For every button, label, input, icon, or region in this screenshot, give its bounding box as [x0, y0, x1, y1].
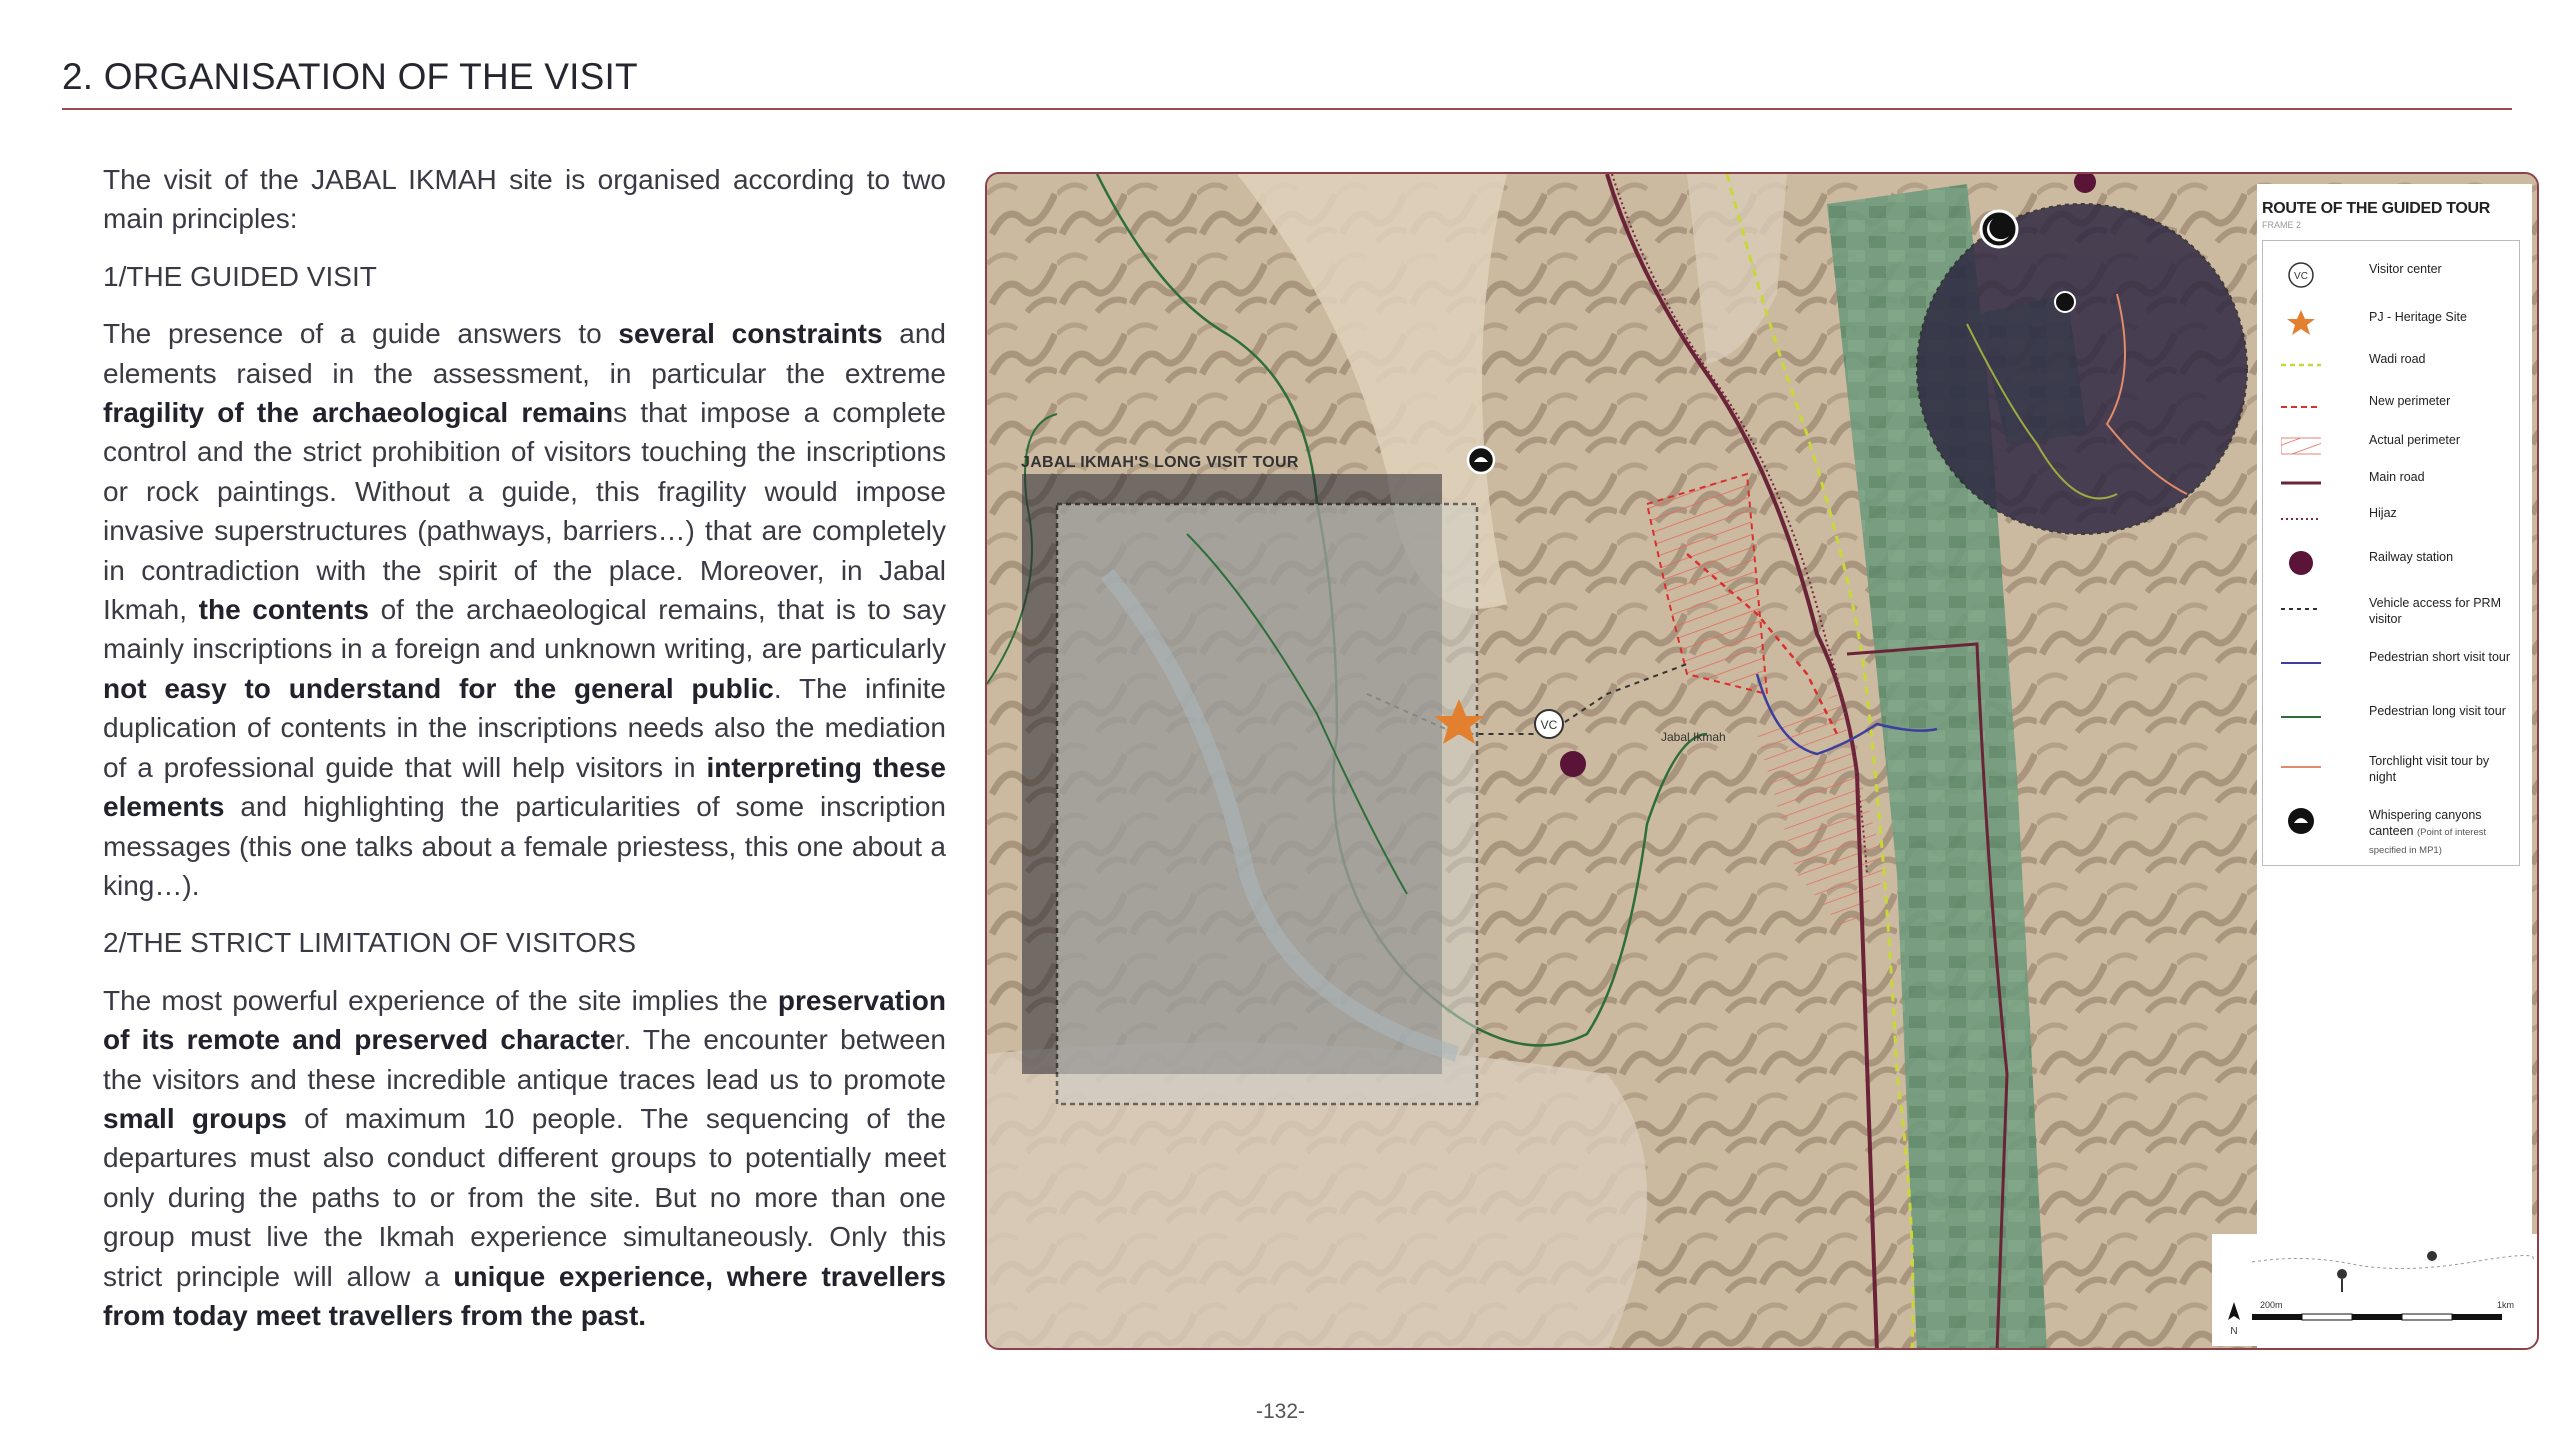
text-run: and highlighting the particularities of some inscription messages (this one talks about a female priestess, this one about a king…).: [103, 791, 946, 901]
dotted-line-icon: [2281, 505, 2321, 533]
text-run: and elements raised in the assessment, in particular the extreme: [103, 318, 946, 389]
scale-graphic: [2212, 1234, 2537, 1346]
scale-label-end: 1km: [2497, 1300, 2515, 1310]
legend-item-vehicle-access: [2263, 589, 2521, 629]
bold-run: several constraints: [618, 318, 883, 350]
moon-icon: [1981, 211, 2017, 247]
legend-item-visitor-center: [2263, 255, 2521, 295]
cyclist-icon: [2427, 1251, 2437, 1261]
bold-run: not easy to understand for the general public: [103, 672, 774, 704]
section-1-title: 1/THE GUIDED VISIT: [103, 260, 377, 292]
legend-label: New perimeter: [2369, 394, 2451, 408]
scale-bar: [2212, 1234, 2537, 1346]
canteen-note: (Point of interest specified in MP1): [2369, 827, 2487, 856]
legend-label: Railway station: [2369, 550, 2454, 564]
section-1-paragraph: [103, 314, 946, 905]
map-legend: [2257, 184, 2532, 1349]
legend-item-hijaz: [2263, 499, 2521, 539]
text-run: The presence of a guide answers to: [103, 318, 619, 350]
line-icon: [2281, 753, 2321, 781]
legend-label: Pedestrian short visit tour: [2369, 650, 2511, 664]
legend-label: Wadi road: [2369, 352, 2426, 366]
bold-run: the contents: [198, 594, 369, 626]
line-icon: [2281, 649, 2321, 677]
section-2-paragraph: [103, 981, 946, 1336]
legend-item-torchlight-tour: [2263, 747, 2521, 787]
legend-label: [2369, 807, 2519, 859]
text-run: r. The encounter between the visitors and these incredible antique traces lead us to promote: [103, 1024, 946, 1095]
legend-items: [2262, 240, 2520, 866]
title-divider: [62, 108, 2512, 110]
dot-icon: [2281, 549, 2321, 577]
legend-item-wadi-road: [2263, 345, 2521, 385]
legend-label: Torchlight visit tour by night: [2369, 754, 2490, 784]
site-label: Jabal Ikmah: [1661, 730, 1726, 744]
north-label: N: [2230, 1326, 2238, 1337]
north-arrow-icon: [2228, 1302, 2240, 1320]
legend-item-actual-perimeter: [2263, 426, 2521, 466]
legend-label: Pedestrian long visit tour: [2369, 704, 2506, 718]
legend-item-railway-station: [2263, 543, 2521, 583]
intro-paragraph: The visit of the JABAL IKMAH site is organised according to two main principles:: [103, 164, 946, 235]
star-icon: [2281, 309, 2321, 337]
text-run: of the archaeological remains, that is to say mainly inscriptions in a foreign and unknown writing, are particularly: [103, 594, 946, 665]
line-icon: [2281, 703, 2321, 731]
legend-item-short-tour: [2263, 643, 2521, 683]
dashed-line-icon: [2281, 595, 2321, 623]
text-run: of maximum 10 people. The sequencing of the departures must also conduct different groups to potentially meet only during the paths to or from the site. But no more than one group must live the Ikmah experience simultaneously. Only this strict principle will allow a: [103, 1102, 946, 1292]
guided-tour-map: [985, 172, 2539, 1350]
legend-label: PJ - Heritage Site: [2369, 310, 2467, 324]
visitor-center-icon: [2281, 261, 2321, 289]
night-tour-inset: [1917, 204, 2247, 534]
text-run: s that impose a complete control and the strict prohibition of visitors touching the inscriptions or rock paintings. Without a guide, this fragility would impose invasive superstructures (pathways, barriers…) that are completely in contradiction with the spirit of the place. Moreover, in Jabal Ikmah,: [103, 397, 946, 626]
legend-item-canteen: [2263, 801, 2521, 861]
legend-item-main-road: [2263, 463, 2521, 503]
canteen-icon-night: [2055, 292, 2075, 312]
page-title: 2. ORGANISATION OF THE VISIT: [62, 56, 638, 97]
inset-label: JABAL IKMAH'S LONG VISIT TOUR: [1021, 454, 1299, 471]
walker-icon: [2337, 1269, 2347, 1279]
canteen-label: Whispering canyons canteen: [2369, 808, 2482, 838]
bold-run: unique experience, where travellers from today meet travellers from the past.: [103, 1260, 946, 1331]
legend-label: Vehicle access for PRM visitor: [2369, 596, 2501, 626]
legend-item-heritage-site: [2263, 303, 2521, 343]
text-run: The most powerful experience of the site implies the: [103, 984, 778, 1016]
text-run: . The infinite duplication of contents in the inscriptions needs also the mediation of a professional guide that will help visitors in: [103, 672, 946, 783]
svg-text:VC: VC: [2294, 271, 2308, 282]
canteen-icon: [2281, 807, 2321, 835]
section-2-title: 2/THE STRICT LIMITATION OF VISITORS: [103, 927, 637, 959]
dashed-line-icon: [2281, 393, 2321, 421]
dashed-line-icon: [2281, 351, 2321, 379]
legend-label: Main road: [2369, 470, 2425, 484]
legend-item-long-tour: [2263, 697, 2521, 737]
bold-run: interpreting these elements: [103, 751, 947, 823]
text-column: [103, 160, 946, 1353]
scale-label-start: 200m: [2260, 1300, 2283, 1310]
legend-subtitle: FRAME 2: [2262, 220, 2302, 230]
page-number: -132-: [1256, 1400, 1306, 1423]
legend-label: Actual perimeter: [2369, 433, 2461, 447]
line-icon: [2281, 469, 2321, 497]
legend-item-new-perimeter: [2263, 387, 2521, 427]
vc-text: VC: [1540, 718, 1558, 732]
hatch-icon: [2281, 432, 2321, 460]
legend-label: Hijaz: [2369, 506, 2397, 520]
bold-run: preservation of its remote and preserved characte: [103, 984, 946, 1056]
bold-run: fragility of the archaeological remain: [103, 397, 614, 429]
legend-title: ROUTE OF THE GUIDED TOUR: [2262, 200, 2491, 217]
bold-run: small groups: [103, 1102, 287, 1134]
railway-station: [1560, 751, 1586, 777]
legend-label: Visitor center: [2369, 262, 2442, 276]
